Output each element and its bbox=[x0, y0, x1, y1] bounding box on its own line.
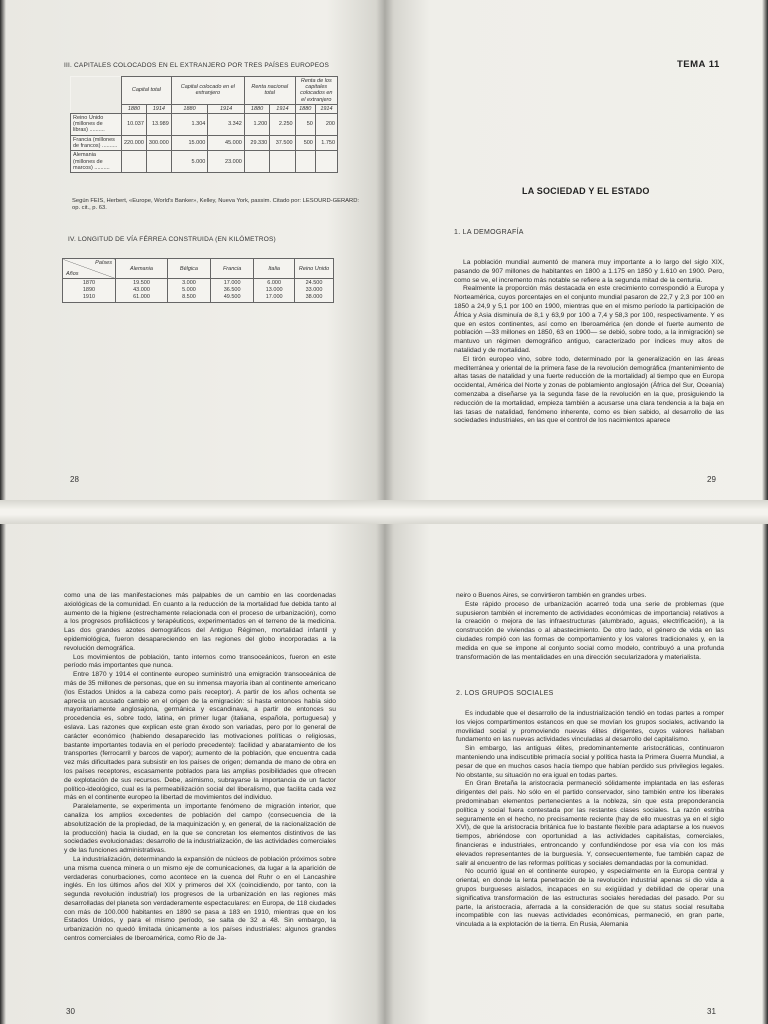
table3-cell: 200 bbox=[315, 113, 337, 135]
table4-cell: 3.000 bbox=[182, 280, 196, 286]
table4-column bbox=[210, 279, 253, 303]
section-title: 2. LOS GRUPOS SOCIALES bbox=[456, 690, 554, 697]
table-row bbox=[63, 279, 334, 303]
page-edge-shadow bbox=[762, 524, 768, 1024]
table3-group-header: Renta de los capitales colocados en el extranjero bbox=[295, 77, 337, 105]
table4-year: 1910 bbox=[82, 294, 96, 300]
spread-pages-28-29 bbox=[0, 0, 768, 500]
book-gutter bbox=[376, 524, 394, 1024]
table3-cell bbox=[270, 151, 295, 173]
page-edge-shadow bbox=[0, 524, 6, 1024]
page-28 bbox=[0, 0, 384, 500]
foreign-capital-table bbox=[70, 76, 338, 173]
table3-cell: 13.989 bbox=[146, 113, 171, 135]
table4-column bbox=[116, 279, 168, 303]
table3-cell: 45.000 bbox=[208, 135, 245, 151]
table4-column bbox=[254, 279, 295, 303]
paragraph: La industrialización, determinando la expansión de núcleos de población próximos sobre una misma cuenca minera o un mismo eje de comunicaciones, da lugar a la aparición de verdaderas conurbaciones, como acontece en la cuenca del Ruhr o en el Lancashire inglés. En los últimos años del XIX y primeros del XX (coincidiendo, por tanto, con la segunda revolución industrial) los progresos de la urbanización en las regiones más desarrolladas del planeta son verdaderamente espectaculares: en Europa, de 118 ciudades con más de 100.000 habitantes en 1890 se pasa a 183 en 1910, mientras que en los Estados Unidos, y para el mismo período, se salta de 32 a 48. Sin embargo, la urbanización no quedó limitada únicamente a los países industriales: algunos grandes centros comerciales de Iberoamérica, como Río de Ja- bbox=[64, 855, 336, 943]
table4-year: 1870 bbox=[82, 280, 96, 286]
table3-group-header: Capital total bbox=[122, 77, 172, 105]
table3-cell: 300.000 bbox=[146, 135, 171, 151]
table4-cell: 6.000 bbox=[267, 280, 282, 286]
table4-cell: 43.000 bbox=[133, 287, 150, 293]
table3-row-label: Francia (millones de francos) .......... bbox=[71, 135, 122, 151]
table3-cell: 29.330 bbox=[244, 135, 269, 151]
table4-cell: 33.000 bbox=[305, 287, 323, 293]
page-29-body bbox=[454, 259, 724, 459]
table4-corner bbox=[63, 259, 116, 279]
table3-caption: III. CAPITALES COLOCADOS EN EL EXTRANJERO POR TRES PAÍSES EUROPEOS bbox=[64, 62, 330, 69]
table4-cell: 24.500 bbox=[305, 280, 323, 286]
table3-cell: 15.000 bbox=[171, 135, 208, 151]
table3-year-header: 1914 bbox=[208, 104, 245, 113]
page-number: 30 bbox=[66, 1007, 75, 1016]
page-29 bbox=[384, 0, 768, 500]
paragraph: La población mundial aumentó de manera muy importante a lo largo del siglo XIX, pasando de 907 millones de habitantes en 1800 a 1.175 en 1850 y 1.610 en 1900. Pero, como se ve, el incremento más notable se refiere a la segunda mitad de la centuria. bbox=[454, 259, 724, 284]
page-number: 28 bbox=[70, 475, 79, 484]
table3-cell: 500 bbox=[295, 135, 315, 151]
table4-column bbox=[168, 279, 211, 303]
table-row bbox=[71, 135, 338, 151]
tema-heading: TEMA 11 bbox=[677, 59, 720, 70]
table3-cell bbox=[295, 151, 315, 173]
table3-cell bbox=[122, 151, 147, 173]
section-title: 1. LA DEMOGRAFÍA bbox=[454, 229, 524, 236]
table3-cell: 50 bbox=[295, 113, 315, 135]
table3-cell: 37.500 bbox=[270, 135, 295, 151]
table4-country-header: Francia bbox=[210, 259, 253, 279]
table4-column bbox=[295, 279, 334, 303]
table4-cell: 36.500 bbox=[223, 287, 241, 293]
page-number: 29 bbox=[707, 475, 716, 484]
table3-cell: 3.342 bbox=[208, 113, 245, 135]
page-31-body bbox=[456, 710, 724, 1000]
table-row bbox=[71, 151, 338, 173]
paragraph: Paralelamente, se experimenta un importante fenómeno de migración interior, que canaliza los amplios excedentes de población del campo (consecuencia de la absolutización de la propiedad, de la maquinización y, en general, de la racionalización de la producción) hacia la ciudad, en la que se concretan los elementos distintivos de las sociedades evolucionadas: desarrollo de la industrialización, de las actividades comerciales y de las funciones administrativas. bbox=[64, 803, 336, 855]
table3-year-header: 1880 bbox=[122, 104, 147, 113]
table3-corner bbox=[71, 77, 122, 114]
paragraph: El tirón europeo vino, sobre todo, determinado por la generalización en las áreas mediterránea y oriental de la primera fase de la revolución demográfica (mantenimiento de altas tasas de natalidad y una fuerte reducción de la mortalidad) al tiempo que en Europa occidental, América del Norte y zonas de poblamiento anglosajón (África del Sur, Oceanía) comenzaba a diseñarse ya la segunda fase de la revolución en la que, prosiguiendo la reducción de la mortalidad, empieza también a acusarse una clara tendencia a la baja en las tasas de natalidad, fenómeno inherente, como es bien sabido, al desarrollo de las sociedades industriales, en las que el control de los nacimientos aparece bbox=[454, 355, 724, 425]
page-edge-shadow bbox=[0, 0, 6, 500]
table3-year-header: 1914 bbox=[315, 104, 337, 113]
table4-country-header: Bélgica bbox=[168, 259, 211, 279]
table4-cell: 13.000 bbox=[265, 287, 283, 293]
paragraph: En Gran Bretaña la aristocracia permaneció sólidamente implantada en las esferas dirigentes del país. No sólo en el partido conservador, sino también entre los liberales predominaban elementos pertenecientes a la nobleza, sin que esta preponderancia política y social fuera contestada por las restantes clases sociales. La razón estriba seguramente en el hecho, no precisamente reciente (hay de ello muestras ya en el siglo XVI), de que la aristocracia británica fue lo bastante flexible para adaptarse a los nuevos tiempos, abriéndose con oportunidad a las actividades capitalistas, comerciales, financieras e industriales, entroncando y confundiéndose por esa vía con los más elevados representantes de la burguesía. Y, consecuentemente, fue también capaz de salir al encuentro de las reformas políticas y sociales demandadas por la comunidad. bbox=[456, 780, 724, 867]
page-30-body bbox=[64, 592, 336, 998]
table3-year-header: 1880 bbox=[171, 104, 208, 113]
table3-cell bbox=[315, 151, 337, 173]
scan-gap bbox=[0, 500, 768, 524]
table4-country-header: Italia bbox=[254, 259, 295, 279]
table4-cell: 38.000 bbox=[305, 294, 323, 300]
table4-cell: 8.500 bbox=[182, 294, 196, 300]
paragraph: como una de las manifestaciones más palpables de un cambio en las coordenadas axiológicas de la comunidad. En cuanto a la reducción de la mortalidad fue debida tanto al aumento de la higiene (estrechamente relacionada con el proceso de urbanización), como a los progresos profilácticos y terapéuticos, experimentados en el terreno de la medicina. Las dos grandes azotes demográficos del Antiguo Régimen, mortalidad infantil y epidemiológica, fueron desapareciendo en las regiones del globo incorporadas a la revolución demográfica. bbox=[64, 592, 336, 652]
table4-cell: 17.000 bbox=[265, 294, 283, 300]
table4-cell: 49.500 bbox=[223, 294, 241, 300]
page-31-intro bbox=[456, 592, 724, 676]
table3-group-header: Capital colocado en el extranjero bbox=[171, 77, 244, 105]
table3-year-header: 1914 bbox=[270, 104, 295, 113]
spread-pages-30-31 bbox=[0, 524, 768, 1024]
paragraph: No ocurrió igual en el continente europeo, y especialmente en la Europa central y oriental, en donde la lenta penetración de la revolución industrial apenas si dio vida a grupos burgueses aislados, incapaces en su exigüidad y debilidad de operar una significativa transformación de las estructuras sociales heredadas del pasado. Por su parte, la aristocracia, aferrada a la consideración de que su status social resultaba incompatible con las nuevas actividades económicas, permaneció, en gran parte, vinculada a la explotación de la tierra. En Rusia, Alemania bbox=[456, 868, 724, 929]
table3-cell bbox=[146, 151, 171, 173]
paragraph: neiro o Buenos Aires, se convirtieron también en grandes urbes. bbox=[456, 592, 647, 599]
table3-cell: 1.750 bbox=[315, 135, 337, 151]
page-30 bbox=[0, 524, 384, 1024]
table4-cell: 61.000 bbox=[133, 294, 150, 300]
table3-year-header: 1880 bbox=[295, 104, 315, 113]
table4-year: 1890 bbox=[82, 287, 96, 293]
paragraph: Los movimientos de población, tanto internos como transoceánicos, fueron en este período más importantes que nunca. bbox=[64, 653, 336, 670]
chapter-title: LA SOCIEDAD Y EL ESTADO bbox=[522, 186, 650, 196]
table4-caption: IV. LONGITUD DE VÍA FÉRREA CONSTRUIDA (EN KILÓMETROS) bbox=[68, 236, 276, 243]
table3-cell: 1.200 bbox=[244, 113, 269, 135]
table3-cell: 23.000 bbox=[208, 151, 245, 173]
table3-cell: 1.304 bbox=[171, 113, 208, 135]
table4-country-header: Reino Unido bbox=[295, 259, 334, 279]
table4-corner-years: Años bbox=[66, 271, 79, 277]
table3-year-header: 1914 bbox=[146, 104, 171, 113]
page-31 bbox=[384, 524, 768, 1024]
table3-cell: 220.000 bbox=[122, 135, 147, 151]
table4-cell: 19.500 bbox=[133, 280, 150, 286]
railway-length-table bbox=[62, 258, 334, 303]
paragraph: Realmente la proporción más destacada en este crecimiento correspondió a Europa y Norteamérica, cuyos porcentajes en el conjunto mundial pasaron de 22,7 y 2,3 por 100 en 1850 a 24,9 y 5,1 por 100 en 1900, mientras que en el mismo período la participación de África y Asia disminuía de 8,1 y 63,9 por 100 a 7,4 y 58,3 por 100, respectivamente. Y es que en estos continentes, así como en Iberoamérica (en donde el fuerte aumento de población —33 millones en 1850, 63 en 1900— se debió, sobre todo, a la inmigración) se mantuvo un régimen demográfico antiguo, caracterizado por índices muy altos de natalidad y de mortalidad. bbox=[454, 285, 724, 354]
page-edge-shadow bbox=[762, 0, 768, 500]
table4-year-column bbox=[63, 279, 116, 303]
paragraph: Este rápido proceso de urbanización acarreó toda una serie de problemas (que supusieron también el incremento de actividades económicas de importancia) relativos a la creación o mejora de las infraestructuras (alumbrado, aguas, electrificación), a la construcción de viviendas o al abastecimiento. De otro lado, el género de vida en las ciudades rompió con las formas de comportamiento y los valores tradicionales y, en la medida en que se impone al conjunto social como modelo, contribuyó a una profunda transformación de las mentalidades en una dirección secularizadora y materialista. bbox=[456, 600, 724, 661]
table4-cell: 17.000 bbox=[223, 280, 241, 286]
table3-row-label: Alemania (millones de marcos) .......... bbox=[71, 151, 122, 173]
paragraph: Es indudable que el desarrollo de la industrialización tendió en todas partes a romper los viejos compartimentos estancos en que se movían los grupos sociales, activando la movilidad social y promoviendo nuevas élites dirigentes, cuyos valores hallaban fundamento en las nuevas actividades vinculadas al desarrollo del capitalismo. bbox=[456, 710, 724, 744]
table3-year-header: 1880 bbox=[244, 104, 269, 113]
paragraph: Sin embargo, las antiguas élites, predominantemente aristocráticas, continuaron manteniendo una indiscutible primacía social y política hasta la Primera Guerra Mundial, a pesar de que en muchos casos hacía tiempo que habían perdido sus privilegios legales. No obstante, su situación no era igual en todas partes. bbox=[456, 745, 724, 779]
table3-cell bbox=[244, 151, 269, 173]
table3-row-label: Reino Unido (millones de libras) .......... bbox=[71, 113, 122, 135]
table3-group-header: Renta nacional total bbox=[244, 77, 295, 105]
book-gutter bbox=[376, 0, 394, 500]
table4-cell: 5.000 bbox=[182, 287, 196, 293]
table4-country-header: Alemania bbox=[116, 259, 168, 279]
table-row bbox=[71, 113, 338, 135]
table3-cell: 5.000 bbox=[171, 151, 208, 173]
table3-source-note: Según FEIS, Herbert, «Europe, World's Banker», Kelley, Nueva York, passim. Citado por: LESOURD-GERARD: op. cit., p. 63. bbox=[72, 198, 359, 211]
table3-cell: 2.250 bbox=[270, 113, 295, 135]
table4-corner-countries: Países bbox=[95, 260, 112, 266]
page-number: 31 bbox=[707, 1007, 716, 1016]
table3-cell: 10.037 bbox=[122, 113, 147, 135]
paragraph: Entre 1870 y 1914 el continente europeo suministró una emigración transoceánica de más de 35 millones de personas, que en su inmensa mayoría iban al continente americano (los Estados Unidos a la cabeza como país receptor). A partir de los años ochenta se aprecia un acusado cambio en el origen de la emigración: si hasta entonces había sido mayoritariamente anglosajona, germánica y escandinava, a partir de entonces su procedencia es, sobre todo, latina, en primer lugar (italiana, española, portuguesa) y eslava. Las razones que explican este gran éxodo son variadas, pero por lo general de carácter económico (habiendo desaparecido las motivaciones políticas o religiosas, bastante importantes todavía en el período precedente): facilidad y abaratamiento de los transportes (ferrocarril y barcos de vapor); aumento de la población, que encuentra cada vez más dificultades para subsistir en los países de origen; demanda de mano de obra en los países receptores, escasamente poblados para las amplias posibilidades que ofrecen de explotación de sus recursos. Debe, asimismo, subrayarse la importancia de un factor político-ideológico, cual es la permeabilización social del liberalismo, que facilita cada vez más en el continente europeo la libertad de movimientos del individuo. bbox=[64, 671, 336, 802]
